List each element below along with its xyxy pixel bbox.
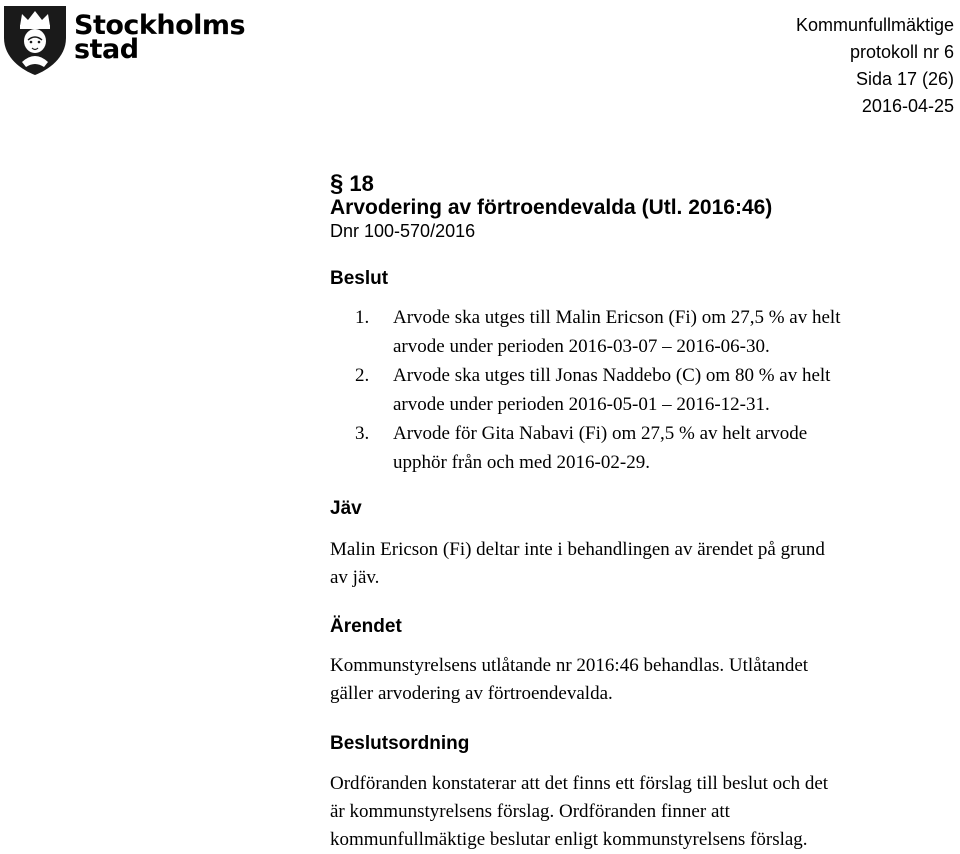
paragraph-line: kommunfullmäktige beslutar enligt kommunstyrelsens förslag.	[330, 829, 808, 850]
arendet-heading: Ärendet	[330, 616, 402, 637]
beslutsordning-heading: Beslutsordning	[330, 733, 470, 754]
meta-protocol: protokoll nr 6	[849, 42, 954, 62]
list-item-line: arvode under perioden 2016-03-07 – 2016-06-30.	[393, 336, 770, 357]
section-dnr: Dnr 100-570/2016	[330, 221, 476, 241]
list-item-line: Arvode ska utges till Malin Ericson (Fi) om 27,5 % av helt	[393, 307, 841, 328]
paragraph-line: Kommunstyrelsens utlåtande nr 2016:46 behandlas. Utlåtandet	[330, 655, 809, 676]
section-number	[330, 170, 374, 198]
list-item	[355, 361, 960, 419]
beslut-list	[355, 303, 960, 477]
beslut-heading: Beslut	[330, 268, 389, 289]
section-title: Arvodering av förtroendevalda (Utl. 2016:46)	[330, 196, 773, 219]
meta-body: Kommunfullmäktige	[795, 15, 954, 35]
paragraph-line: gäller arvodering av förtroendevalda.	[330, 683, 613, 704]
document-meta	[796, 12, 954, 120]
meta-date: 2016-04-25	[861, 96, 954, 116]
list-item-line: Arvode ska utges till Jonas Naddebo (C) om 80 % av helt	[393, 365, 831, 386]
beslutsordning-paragraph	[330, 770, 958, 854]
saint-erik-crest-icon	[2, 4, 68, 76]
paragraph-symbol: §	[330, 170, 344, 197]
list-item-line: Arvode för Gita Nabavi (Fi) om 27,5 % av helt arvode	[393, 423, 808, 444]
meta-page: Sida 17 (26)	[855, 69, 954, 89]
paragraph-line: Ordföranden konstaterar att det finns ett förslag till beslut och det	[330, 773, 829, 794]
section-number-value: 18	[349, 171, 374, 196]
arendet-paragraph	[330, 652, 958, 708]
jav-paragraph	[330, 536, 958, 592]
list-item	[355, 303, 960, 361]
logo-word-2: stad	[74, 34, 139, 65]
stockholms-stad-logo	[2, 4, 246, 78]
list-item-number: 3.	[355, 423, 370, 444]
list-item-number: 2.	[355, 365, 370, 386]
list-item-number: 1.	[355, 307, 370, 328]
list-item-line: arvode under perioden 2016-05-01 – 2016-12-31.	[393, 394, 770, 415]
paragraph-line: Malin Ericson (Fi) deltar inte i behandlingen av ärendet på grund	[330, 539, 825, 560]
jav-heading: Jäv	[330, 498, 362, 519]
list-item-line: upphör från och med 2016-02-29.	[393, 452, 650, 473]
list-item	[355, 419, 960, 477]
paragraph-line: är kommunstyrelsens förslag. Ordföranden finner att	[330, 801, 730, 822]
logo-word-1: Stockholms	[74, 10, 246, 41]
paragraph-line: av jäv.	[330, 567, 380, 588]
